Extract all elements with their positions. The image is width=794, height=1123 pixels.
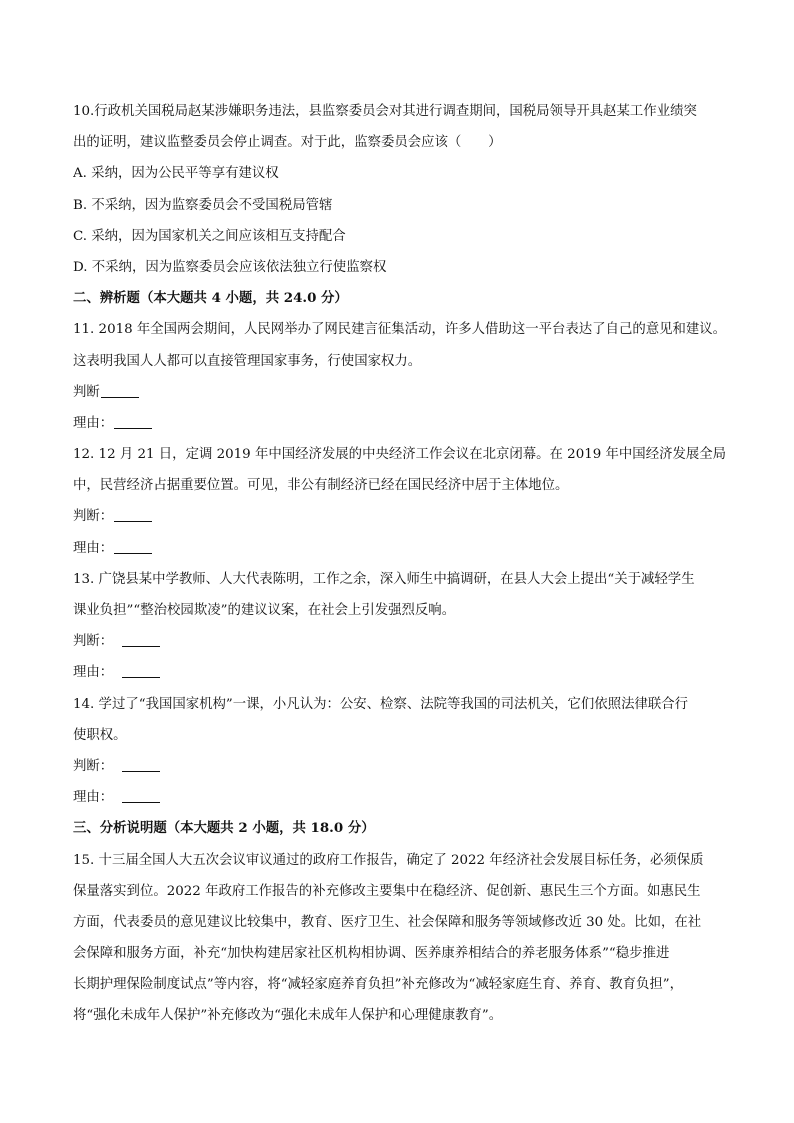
q14-stem-line-2: 使职权。: [73, 727, 127, 743]
q13-judge-label: 判断：: [73, 634, 114, 650]
q10-option-b: B. 不采纳，因为监察委员会不受国税局管辖: [73, 197, 333, 213]
q15-stem-line-3: 方面，代表委员的意见建议比较集中，教育、医疗卫生、社会保障和服务等领域修改近 30 处。比如，在社: [73, 914, 702, 930]
q15-stem-line-5: 长期护理保险制度试点”等内容，将“减轻家庭养育负担”补充修改为“减轻家庭生育、养育、教育负担”，: [73, 977, 684, 993]
q14-judge-row: [73, 751, 728, 782]
q11-reason-label: 理由：: [73, 415, 114, 431]
q12-judge-row: [73, 501, 728, 532]
q11-stem-line-2: 这表明我国人人都可以直接管理国家事务，行使国家权力。: [73, 353, 422, 369]
q12-reason-row: [73, 533, 728, 564]
q10-stem-line-1: 10.行政机关国税局赵某涉嫌职务违法，县监察委员会对其进行调查期间，国税局领导开具赵某工作业绩突: [73, 104, 697, 119]
q11-judge-row: [73, 377, 728, 408]
q14-judge-blank[interactable]: [122, 755, 160, 772]
q11-reason-blank[interactable]: [114, 412, 152, 429]
q11-stem-line-1: 11. 2018 年全国两会期间，人民网举办了网民建言征集活动，许多人借助这一平台表达了自己的意见和建议。: [73, 322, 727, 338]
q13-stem-line-1: 13. 广饶县某中学教师、人大代表陈明，工作之余，深入师生中搞调研，在县人大会上提出“关于减轻学生: [73, 571, 695, 587]
q12-stem-line-1: 12. 12 月 21 日，定调 2019 年中国经济发展的中央经济工作会议在北京闭幕。在 2019 年中国经济发展全局: [73, 447, 727, 463]
q13-reason-label: 理由：: [73, 665, 114, 681]
q11-reason-row: [73, 408, 728, 439]
q11-judge-blank[interactable]: [101, 381, 139, 398]
q10-option-d: D. 不采纳，因为监察委员会应该依法独立行使监察权: [73, 259, 387, 275]
q13-reason-row: [73, 657, 728, 688]
q14-reason-blank[interactable]: [122, 786, 160, 803]
q13-judge-blank[interactable]: [122, 630, 160, 647]
q11-judge-label: 判断: [73, 384, 100, 400]
q12-reason-label: 理由：: [73, 540, 114, 556]
q10-option-a: A. 采纳，因为公民平等享有建议权: [73, 166, 279, 182]
q15-stem-line-6: 将“强化未成年人保护”补充修改为“强化未成年人保护和心理健康教育”。: [73, 1008, 503, 1024]
q10-stem-line-2: 出的证明，建议监整委员会停止调查。对于此，监察委员会应该（ ）: [73, 135, 502, 151]
section-3-title: 三、分析说明题（本大题共 2 小题，共 18.0 分）: [73, 820, 375, 837]
q13-judge-row: [73, 626, 728, 657]
q14-stem-line-1: 14. 学过了“我国国家机构”一课，小凡认为：公安、检察、法院等我国的司法机关，它们依照法律联合行: [73, 696, 689, 712]
q15-stem-line-2: 保量落实到位。2022 年政府工作报告的补充修改主要集中在稳经济、促创新、惠民生三个方面。如惠民生: [73, 883, 701, 899]
q13-stem-line-2: 课业负担”“整治校园欺凌”的建议议案，在社会上引发强烈反响。: [73, 603, 456, 618]
q14-reason-label: 理由：: [73, 790, 114, 806]
q12-reason-blank[interactable]: [114, 537, 152, 554]
q12-judge-label: 判断：: [73, 509, 114, 525]
q15-stem-line-4: 会保障和服务方面，补充“加快构建居家社区机构相协调、医养康养相结合的养老服务体系”“稳步推进: [73, 946, 670, 962]
q14-judge-label: 判断：: [73, 758, 114, 774]
q14-reason-row: [73, 782, 728, 813]
q10-option-c: C. 采纳，因为国家机关之间应该相互支持配合: [73, 228, 346, 244]
exam-content: [73, 96, 728, 1032]
q12-stem-line-2: 中，民营经济占据重要位置。可见，非公有制经济已经在国民经济中居于主体地位。: [73, 478, 569, 494]
q12-judge-blank[interactable]: [114, 505, 152, 522]
q13-reason-blank[interactable]: [122, 661, 160, 678]
section-2-title: 二、辨析题（本大题共 4 小题，共 24.0 分）: [73, 290, 348, 307]
q15-stem-line-1: 15. 十三届全国人大五次会议审议通过的政府工作报告，确定了 2022 年经济社会发展目标任务，必须保质: [73, 852, 704, 868]
